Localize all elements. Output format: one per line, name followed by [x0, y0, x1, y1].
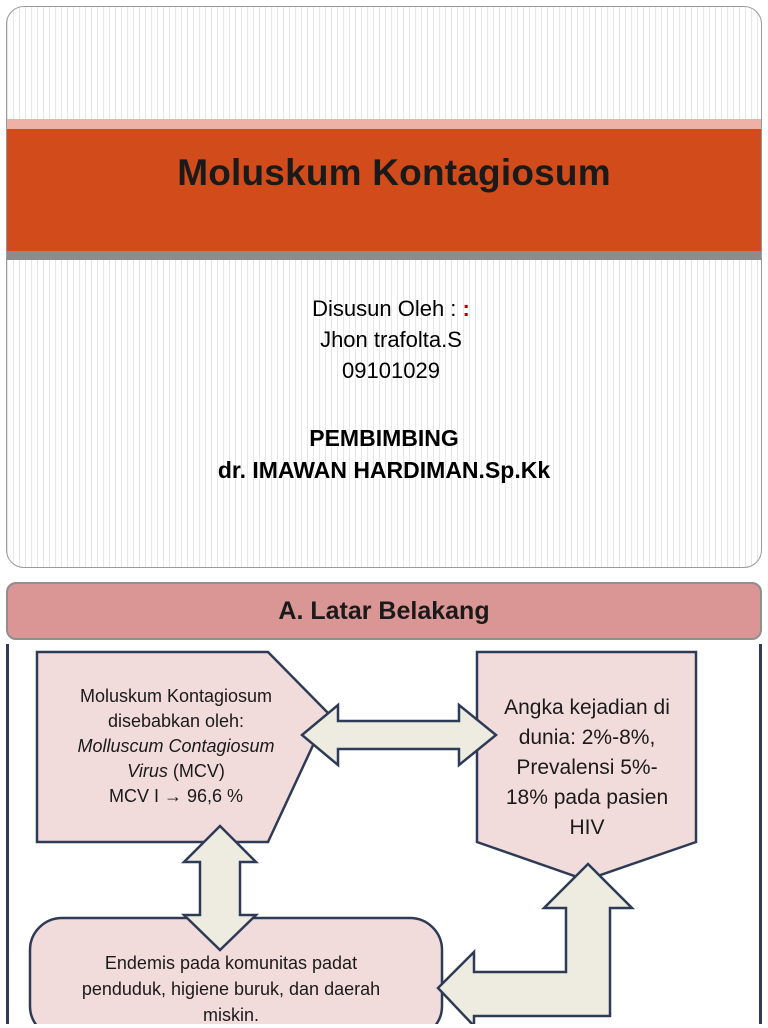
endemic-line-1: Endemis pada komunitas padat: [104, 953, 358, 973]
cause-mcv-abbrev: (MCV): [167, 761, 225, 781]
incidence-line-1: Angka kejadian di: [504, 696, 670, 719]
endemic-line-3: miskin.: [202, 1005, 259, 1025]
cause-line-3: Molluscum Contagiosum: [77, 736, 275, 756]
cause-box-text: [42, 684, 310, 809]
cause-virus-word: Virus: [127, 761, 168, 781]
incidence-line-2: dunia: 2%-8%,: [518, 726, 656, 749]
author-label: Disusun Oleh :: [312, 296, 457, 321]
incidence-line-4: 18% pada pasien: [505, 786, 669, 809]
cause-line-1: Moluskum Kontagiosum: [79, 686, 273, 706]
background-slide: [6, 580, 762, 1024]
title-band-bottom-stripe: [7, 251, 761, 260]
elbow-arrow: [438, 864, 632, 1024]
advisor-label: PEMBIMBING: [309, 425, 459, 451]
cause-line-5: MCV I → 96,6 %: [108, 786, 244, 806]
author-colon: :: [462, 296, 470, 321]
incidence-box-text: [480, 693, 694, 843]
author-name: Jhon trafolta.S: [320, 327, 462, 352]
incidence-line-3: Prevalensi 5%-: [516, 756, 658, 779]
incidence-line-5: HIV: [569, 816, 605, 839]
title-slide: [6, 6, 762, 568]
cause-line-2: disebabkan oleh:: [107, 711, 245, 731]
advisor-block: [7, 422, 761, 486]
presentation-title: Moluskum Kontagiosum: [177, 152, 611, 193]
title-band-top-stripe: [7, 119, 761, 129]
endemic-line-2: penduduk, higiene buruk, dan daerah: [81, 979, 381, 999]
advisor-name: dr. IMAWAN HARDIMAN.Sp.Kk: [217, 457, 551, 483]
author-label-line: [21, 293, 761, 324]
cause-line-4: [42, 759, 310, 784]
section-header: A. Latar Belakang: [6, 582, 762, 640]
author-id: 09101029: [342, 358, 440, 383]
double-arrow-horizontal: [302, 705, 496, 765]
endemic-box-text: [66, 950, 396, 1028]
author-block: [7, 293, 761, 386]
